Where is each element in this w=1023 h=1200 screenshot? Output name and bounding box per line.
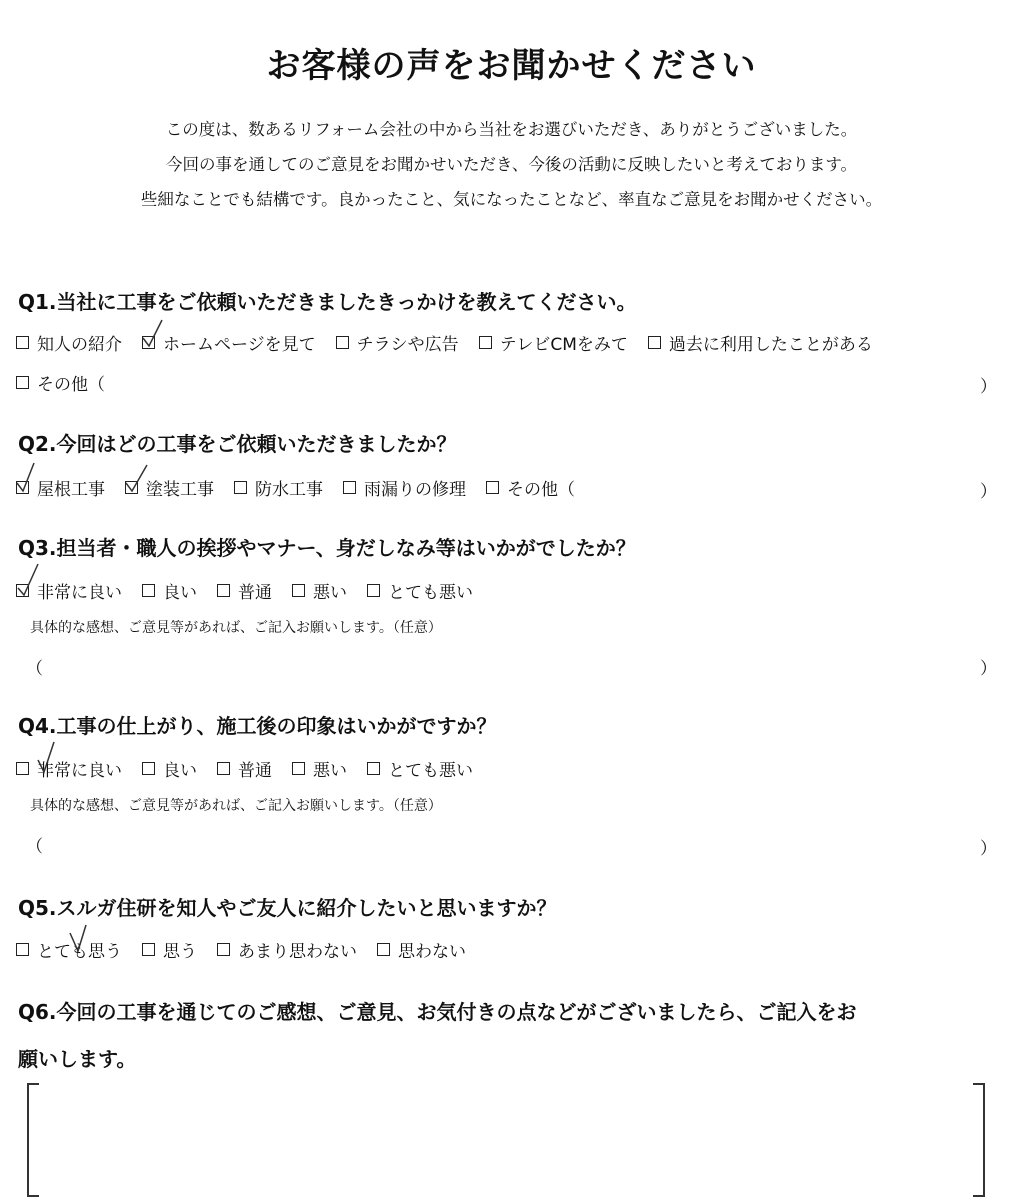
q2-options: [16, 474, 595, 500]
q5-option-strongly-agree[interactable]: とても思う: [16, 937, 122, 962]
q5-option-disagree[interactable]: 思わない: [377, 937, 466, 962]
checkbox[interactable]: [234, 481, 247, 494]
checkbox[interactable]: [343, 481, 356, 494]
q2-option-painting[interactable]: 塗装工事: [125, 475, 214, 500]
checkbox[interactable]: [16, 943, 29, 956]
q4-option-very-good[interactable]: 非常に良い: [16, 756, 122, 781]
q4-close-paren: ）: [980, 839, 997, 859]
q3-close-paren: ）: [980, 659, 997, 679]
q5-option-agree[interactable]: 思う: [142, 937, 197, 962]
checkbox[interactable]: [217, 762, 230, 775]
comment-box-right-bracket: [973, 1083, 985, 1197]
intro-line-3: 些細なことでも結構です。良かったこと、気になったことなど、率直なご意見をお聞かせください。: [140, 190, 883, 209]
q3-note: 具体的な感想、ご意見等があれば、ご記入お願いします。（任意）: [30, 620, 442, 636]
checkbox[interactable]: [16, 376, 29, 389]
question-4: Q4.工事の仕上がり、施工後の印象はいかがですか？: [18, 714, 497, 738]
q2-option-leak-repair[interactable]: 雨漏りの修理: [343, 475, 466, 500]
q2-option-waterproof[interactable]: 防水工事: [234, 475, 323, 500]
checkbox[interactable]: [292, 584, 305, 597]
checkbox[interactable]: [479, 336, 492, 349]
q2-option-roof[interactable]: 屋根工事: [16, 475, 105, 500]
checkbox[interactable]: [16, 481, 29, 494]
q3-option-good[interactable]: 良い: [142, 578, 197, 603]
comment-box-left-bracket: [27, 1083, 39, 1197]
q5-option-not-really[interactable]: あまり思わない: [217, 937, 357, 962]
q1-option-past-use[interactable]: 過去に利用したことがある: [648, 330, 873, 355]
checkbox[interactable]: [336, 336, 349, 349]
q3-option-very-good[interactable]: 非常に良い: [16, 578, 122, 603]
q2-close-paren: ）: [980, 482, 997, 502]
q4-option-very-bad[interactable]: とても悪い: [367, 756, 473, 781]
q1-option-tvcm[interactable]: テレビCMをみて: [479, 330, 628, 355]
checkbox[interactable]: [292, 762, 305, 775]
checkbox[interactable]: [125, 481, 138, 494]
q1-option-other[interactable]: その他（: [16, 370, 105, 395]
checkbox[interactable]: [142, 762, 155, 775]
q4-open-paren: （: [26, 837, 43, 857]
checkbox[interactable]: [648, 336, 661, 349]
q4-option-bad[interactable]: 悪い: [292, 756, 347, 781]
checkbox[interactable]: [367, 762, 380, 775]
page-title: お客様の声をお聞かせください: [266, 46, 757, 86]
checkbox[interactable]: [142, 584, 155, 597]
intro-line-1: この度は、数あるリフォーム会社の中から当社をお選びいただき、ありがとうございました。: [165, 120, 858, 139]
question-1: Q1.当社に工事をご依頼いただきましたきっかけを教えてください。: [18, 290, 637, 314]
q4-option-average[interactable]: 普通: [217, 756, 272, 781]
q3-option-very-bad[interactable]: とても悪い: [367, 578, 473, 603]
checkbox[interactable]: [16, 762, 29, 775]
question-5: Q5.スルガ住研を知人やご友人に紹介したいと思いますか？: [18, 896, 557, 920]
checkbox[interactable]: [486, 481, 499, 494]
q3-option-average[interactable]: 普通: [217, 578, 272, 603]
q4-option-good[interactable]: 良い: [142, 756, 197, 781]
q3-open-paren: （: [26, 659, 43, 679]
q1-option-referral[interactable]: 知人の紹介: [16, 330, 122, 355]
checkbox[interactable]: [217, 584, 230, 597]
q4-options: [16, 755, 493, 781]
q3-option-bad[interactable]: 悪い: [292, 578, 347, 603]
question-2: Q2.今回はどの工事をご依頼いただきましたか？: [18, 432, 457, 456]
checkbox[interactable]: [367, 584, 380, 597]
checkbox[interactable]: [142, 336, 155, 349]
question-3: Q3.担当者・職人の挨拶やマナー、身だしなみ等はいかがでしたか？: [18, 536, 636, 560]
checkbox[interactable]: [142, 943, 155, 956]
checkbox[interactable]: [16, 584, 29, 597]
q1-options: [16, 329, 893, 355]
q1-option-homepage[interactable]: ホームページを見て: [142, 330, 316, 355]
question-6-line-1: Q6.今回の工事を通じてのご感想、ご意見、お気付きの点などがございましたら、ご記入をお: [18, 1000, 857, 1024]
checkbox[interactable]: [16, 336, 29, 349]
q2-option-other[interactable]: その他（: [486, 475, 575, 500]
q1-close-paren: ）: [980, 377, 997, 397]
intro-line-2: 今回の事を通してのご意見をお聞かせいただき、今後の活動に反映したいと考えております。: [165, 155, 858, 174]
q5-options: [16, 936, 486, 962]
q1-other-row: [16, 369, 125, 395]
comment-area[interactable]: [42, 1088, 968, 1188]
checkbox[interactable]: [217, 943, 230, 956]
q4-note: 具体的な感想、ご意見等があれば、ご記入お願いします。（任意）: [30, 798, 442, 814]
question-6-line-2: 願いします。: [18, 1047, 137, 1071]
checkbox[interactable]: [377, 943, 390, 956]
q1-option-flyer[interactable]: チラシや広告: [336, 330, 459, 355]
q3-options: [16, 577, 493, 603]
